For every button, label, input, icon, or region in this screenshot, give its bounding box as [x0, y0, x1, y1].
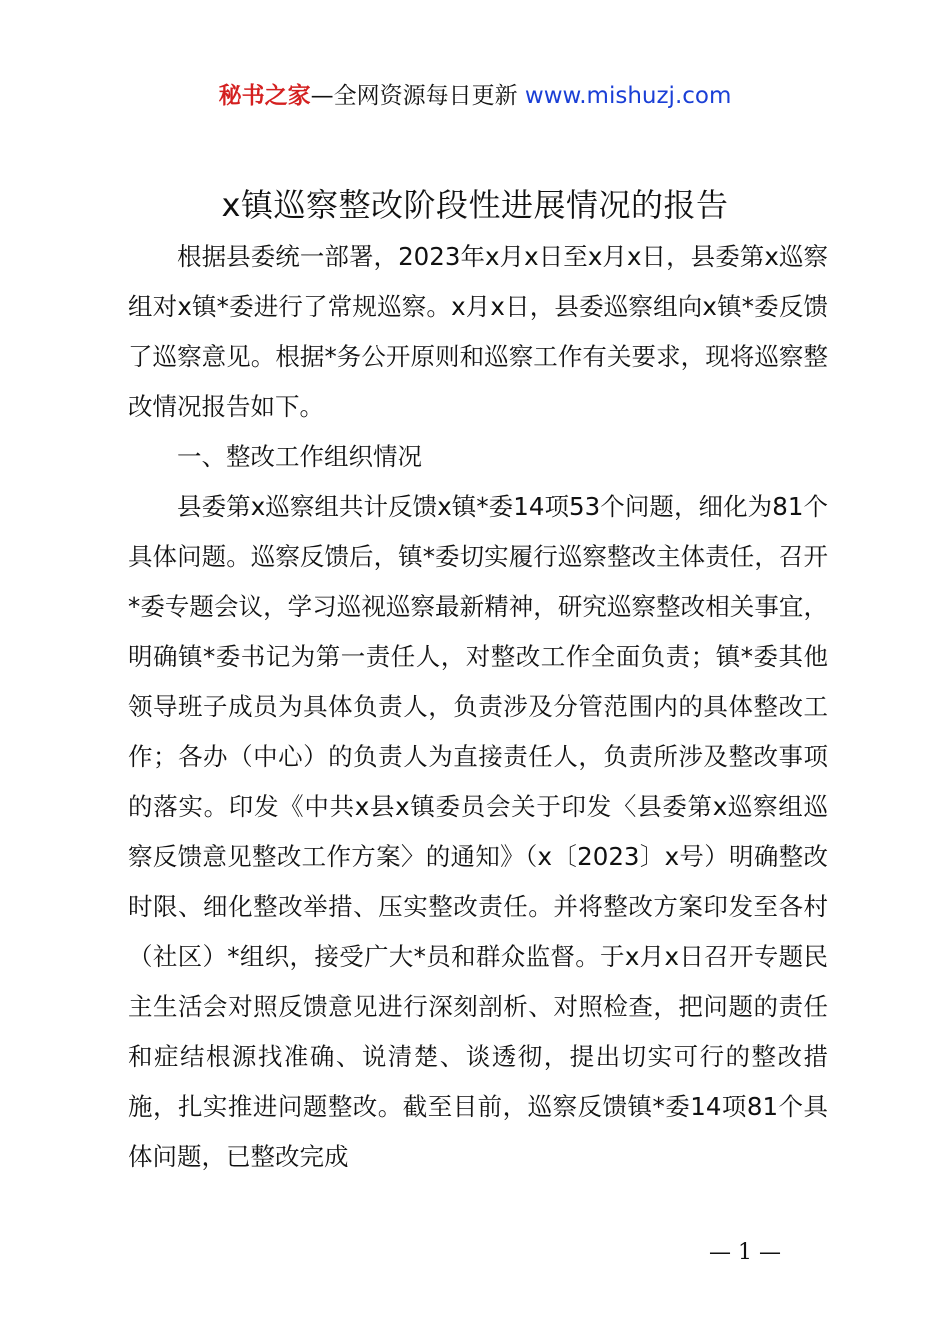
document-body	[128, 232, 828, 1182]
paragraph-organization: 县委第x巡察组共计反馈x镇*委14项53个问题，细化为81个具体问题。巡察反馈后，镇*委切实履行巡察整改主体责任，召开*委专题会议，学习巡视巡察最新精神，研究巡察整改相关事宜，明确镇*委书记为第一责任人，对整改工作全面负责；镇*委其他领导班子成员为具体负责人，负责涉及分管范围内的具体整改工作；各办（中心）的负责人为直接责任人，负责所涉及整改事项的落实。印发《中共x县x镇委员会关于印发〈县委第x巡察组巡察反馈意见整改工作方案〉的通知》（x〔2023〕x号）明确整改时限、细化整改举措、压实整改责任。并将整改方案印发至各村（社区）*组织，接受广大*员和群众监督。于x月x日召开专题民主生活会对照反馈意见进行深刻剖析、对照检查，把问题的责任和症结根源找准确、说清楚、谈透彻，提出切实可行的整改措施，扎实推进问题整改。截至目前，巡察反馈镇*委14项81个具体问题，已整改完成	[128, 492, 828, 1171]
document-title: x镇巡察整改阶段性进展情况的报告	[221, 186, 729, 224]
site-url[interactable]: www.mishuzj.com	[524, 83, 732, 109]
site-header	[0, 80, 950, 112]
section-heading: 一、整改工作组织情况	[177, 442, 422, 471]
brand-name: 秘书之家	[218, 83, 311, 109]
page-number: — 1 —	[709, 1240, 781, 1265]
header-slogan: —全网资源每日更新	[310, 83, 518, 109]
paragraph-intro: 根据县委统一部署，2023年x月x日至x月x日，县委第x巡察组对x镇*委进行了常规巡察。x月x日，县委巡察组向x镇*委反馈了巡察意见。根据*务公开原则和巡察工作有关要求，现将巡察整改情况报告如下。	[128, 242, 828, 421]
